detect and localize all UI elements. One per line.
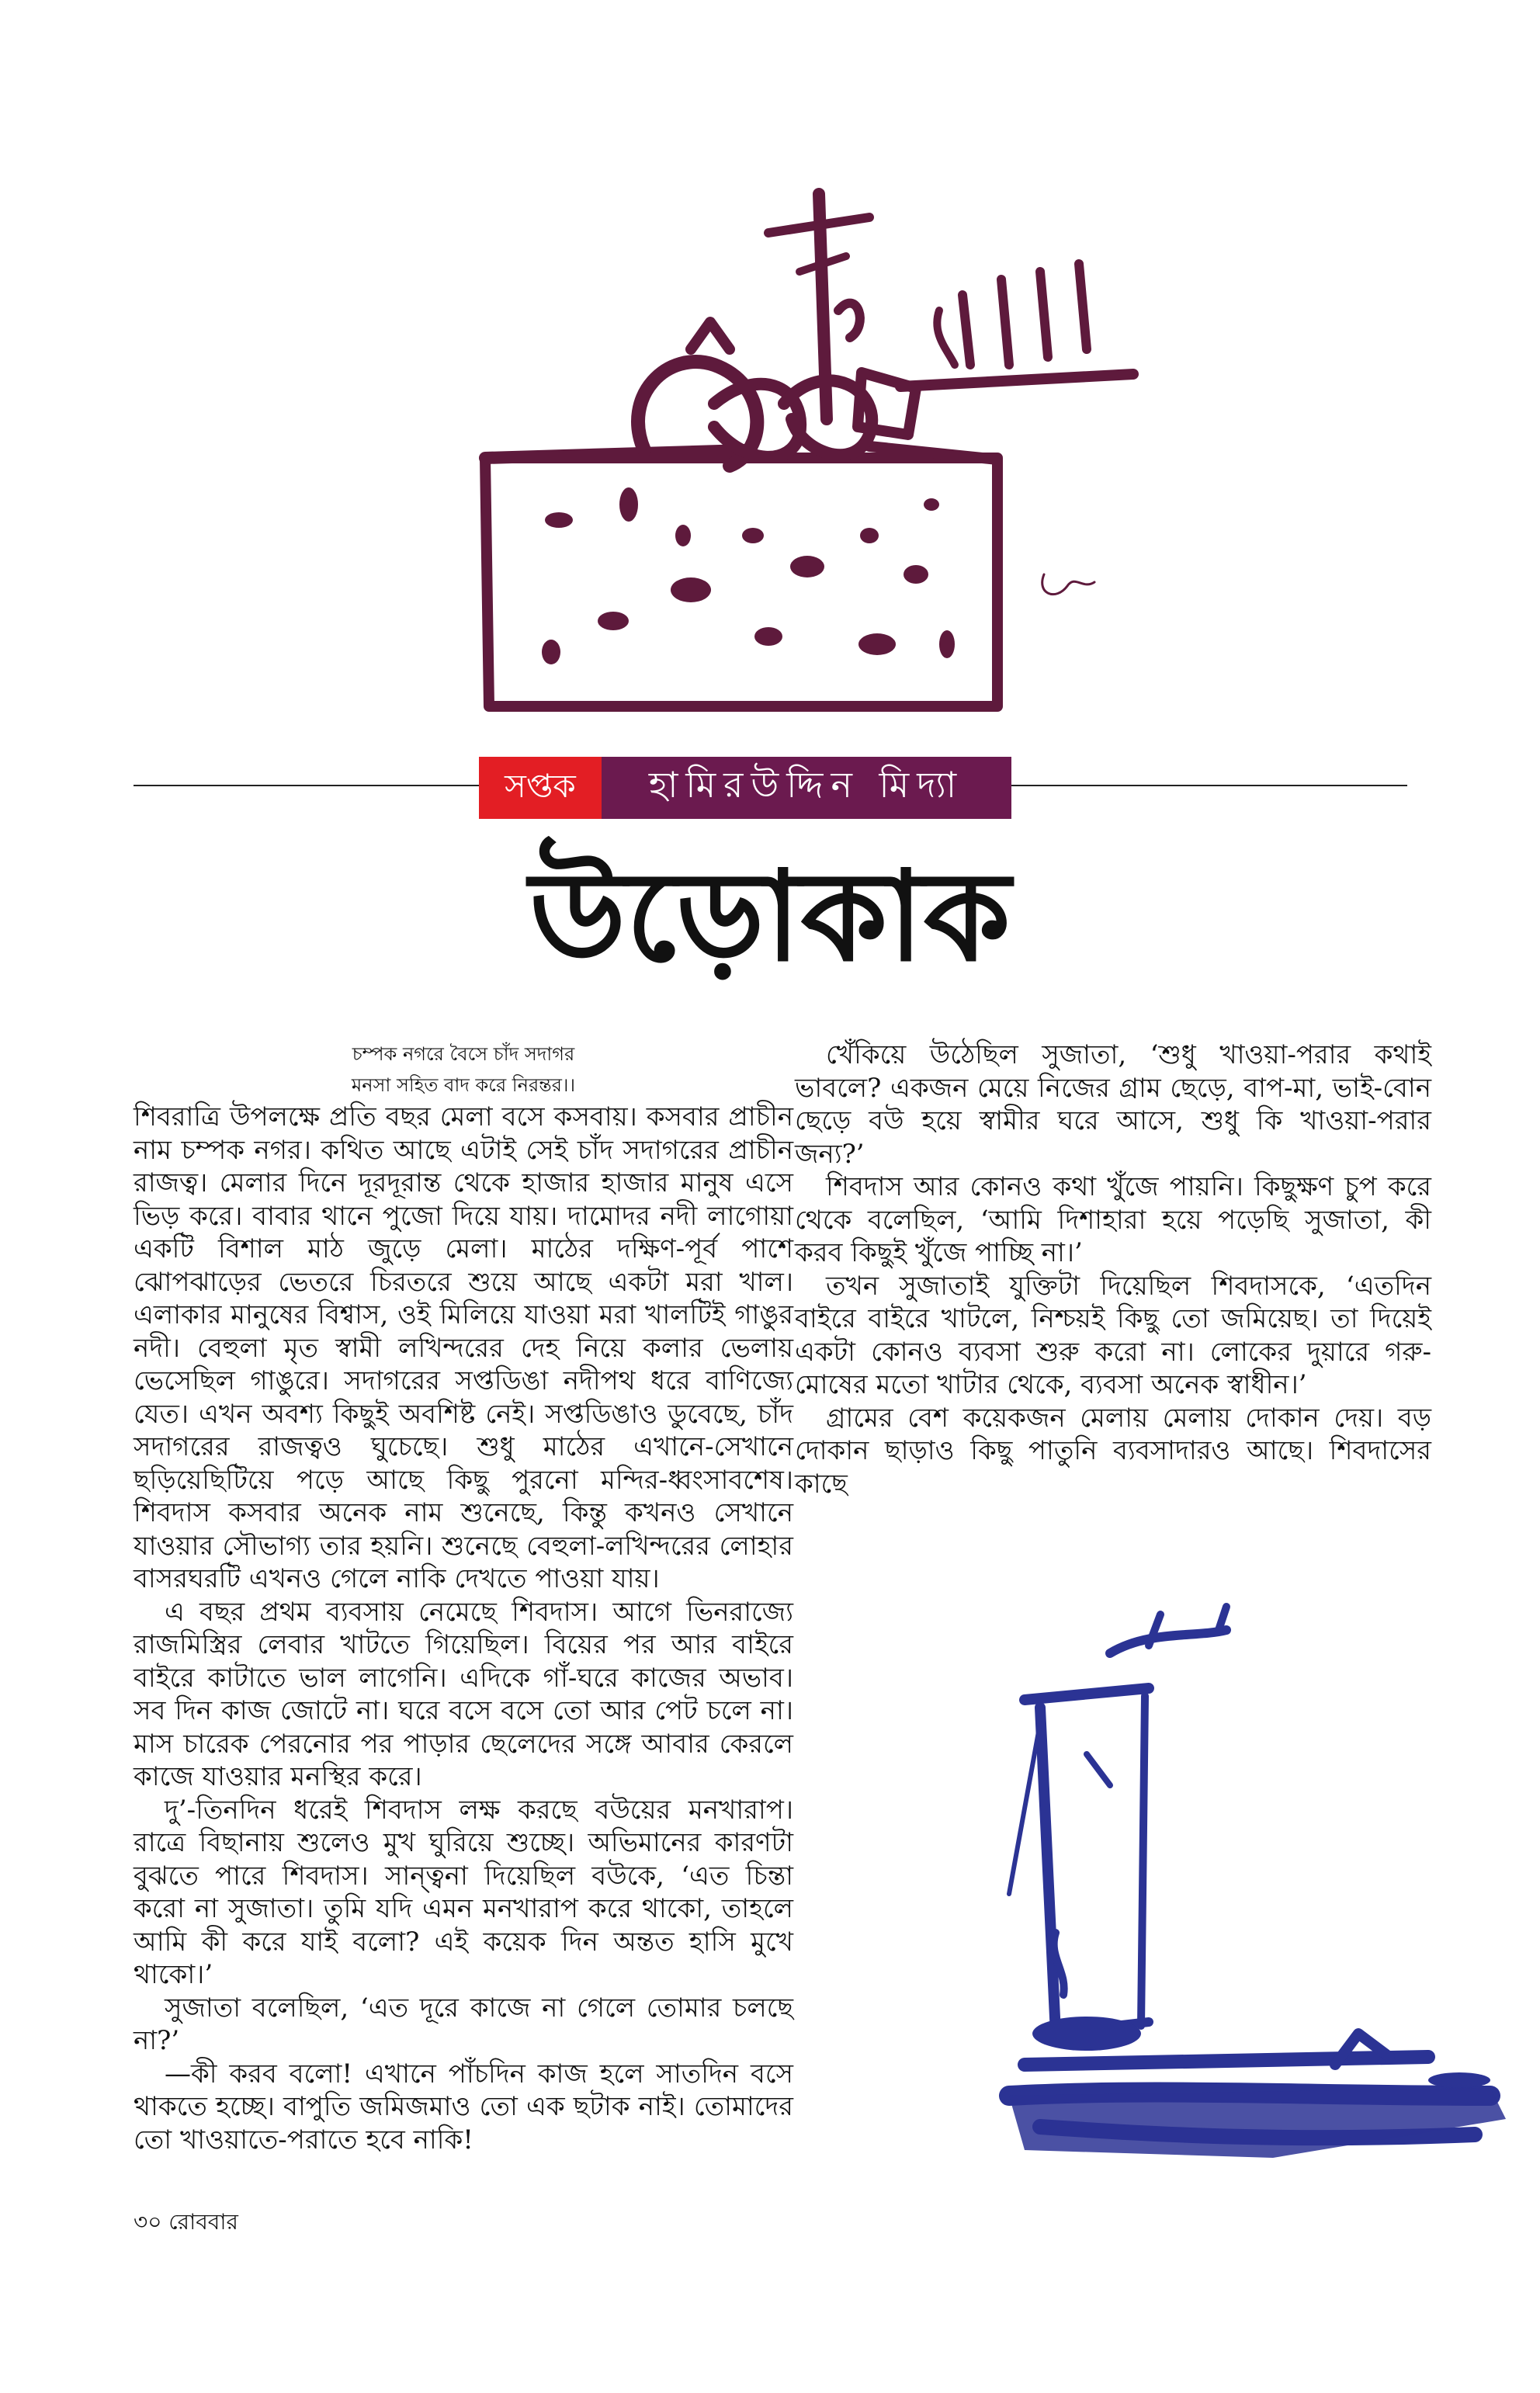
page-folio: ৩০ রোববার: [134, 2209, 238, 2235]
story-title: উড়োকাক: [529, 843, 1011, 989]
divider-left: [134, 785, 479, 786]
body-paragraph: —কী করব বলো! এখানে পাঁচদিন কাজ হলে সাতদিন বসে থাকতে হচ্ছে। বাপুতি জমিজমাও তো এক ছটাক নাই। তোমাদের তো খাওয়াতে-পরাতে হবে নাকি!: [134, 2058, 793, 2155]
epigraph-line: চম্পক নগরে বৈসে চাঁদ সদাগর: [352, 1043, 575, 1065]
body-paragraph: দু’-তিনদিন ধরেই শিবদাস লক্ষ করছে বউয়ের মনখারাপ। রাত্রে বিছানায় শুলেও মুখ ঘুরিয়ে শুচ্ছে। অভিমানের কারণটা বুঝতে পারে শিবদাস। সান্ত্বনা দিয়েছিল বউকে, ‘এত চিন্তা করো না সুজাতা। তুমি যদি এমন মনখারাপ করে থাকো, তাহলে আমি কী করে যাই বলো? এই কয়েক দিন অন্তত হাসি মুখে থাকো।’: [134, 1794, 793, 1990]
body-column-left: [134, 1039, 793, 2156]
epigraph: [134, 1039, 793, 1101]
body-paragraph: খেঁকিয়ে উঠেছিল সুজাতা, ‘শুধু খাওয়া-পরার কথাই ভাবলে? একজন মেয়ে নিজের গ্রাম ছেড়ে, বাপ-মা, ভাই-বোন ছেড়ে বউ হয়ে স্বামীর ঘরে আসে, শুধু কি খাওয়া-পরার জন্য?’: [795, 1039, 1431, 1170]
byline-bar: [479, 757, 1011, 819]
author-name: হামিরউদ্দিন মিদ্যা: [602, 757, 1011, 819]
body-column-right: [795, 1039, 1431, 1500]
body-paragraph: এ বছর প্রথম ব্যবসায় নেমেছে শিবদাস। আগে ভিনরাজ্যে রাজমিস্ত্রির লেবার খাটতে গিয়েছিল। বিয়ের পর আর বাইরে বাইরে কাটাতে ভাল লাগেনি। এদিকে গাঁ-ঘরে কাজের অভাব। সব দিন কাজ জোটে না। ঘরে বসে বসে তো আর পেট চলে না। মাস চারেক পেরনোর পর পাড়ার ছেলেদের সঙ্গে আবার কেরলে কাজে যাওয়ার মনস্থির করে।: [134, 1596, 793, 1792]
body-paragraph: তখন সুজাতাই যুক্তিটা দিয়েছিল শিবদাসকে, ‘এতদিন বাইরে বাইরে খাটলে, নিশ্চয়ই কিছু তো জমিয়েছ। তা দিয়েই একটা কোনও ব্যবসা শুরু করো না। লোকের দুয়ারে গরু-মোষের মতো খাটার থেকে, ব্যবসা অনেক স্বাধীন।’: [795, 1270, 1431, 1400]
divider-right: [1011, 785, 1407, 786]
series-label: সপ্তক: [479, 757, 602, 819]
epigraph-line: মনসা সহিত বাদ করে নিরন্তর।।: [351, 1074, 576, 1096]
bottom-illustration-pillar-icon: [994, 1599, 1521, 2243]
body-paragraph: শিবদাস আর কোনও কথা খুঁজে পায়নি। কিছুক্ষণ চুপ করে থেকে বলেছিল, ‘আমি দিশাহারা হয়ে পড়েছি সুজাতা, কী করব কিছুই খুঁজে পাচ্ছি না।’: [795, 1171, 1431, 1268]
top-illustration-boat-icon: [435, 171, 1180, 730]
body-paragraph: সুজাতা বলেছিল, ‘এত দূরে কাজে না গেলে তোমার চলছে না?’: [134, 1992, 793, 2056]
body-paragraph: গ্রামের বেশ কয়েকজন মেলায় মেলায় দোকান দেয়। বড় দোকান ছাড়াও কিছু পাতুনি ব্যবসাদারও আছে। শিবদাসের কাছে: [795, 1402, 1431, 1500]
body-paragraph: শিবরাত্রি উপলক্ষে প্রতি বছর মেলা বসে কসবায়। কসবার প্রাচীন নাম চম্পক নগর। কথিত আছে এটাই সেই চাঁদ সদাগরের প্রাচীন রাজত্ব। মেলার দিনে দূরদূরান্ত থেকে হাজার হাজার মানুষ এসে ভিড় করে। বাবার থানে পুজো দিয়ে যায়। দামোদর নদী লাগোয়া একটি বিশাল মাঠ জুড়ে মেলা। মাঠের দক্ষিণ-পূর্ব পাশে ঝোপঝাড়ের ভেতরে চিরতরে শুয়ে আছে একটা মরা খাল। এলাকার মানুষের বিশ্বাস, ওই মিলিয়ে যাওয়া মরা খালটিই গাঙুর নদী। বেহুলা মৃত স্বামী লখিন্দরের দেহ নিয়ে কলার ভেলায় ভেসেছিল গাঙুরে। সদাগরের সপ্তডিঙা নদীপথ ধরে বাণিজ্যে যেত। এখন অবশ্য কিছুই অবশিষ্ট নেই। সপ্তডিঙাও ডুবেছে, চাঁদ সদাগরের রাজত্বও ঘুচেছে। শুধু মাঠের এখানে-সেখানে ছড়িয়েছিটিয়ে পড়ে আছে কিছু পুরনো মন্দির-ধ্বংসাবশেষ। শিবদাস কসবার অনেক নাম শুনেছে, কিন্তু কখনও সেখানে যাওয়ার সৌভাগ্য তার হয়নি। শুনেছে বেহুলা-লখিন্দরের লোহার বাসরঘরটি এখনও গেলে নাকি দেখতে পাওয়া যায়।: [134, 1101, 793, 1594]
